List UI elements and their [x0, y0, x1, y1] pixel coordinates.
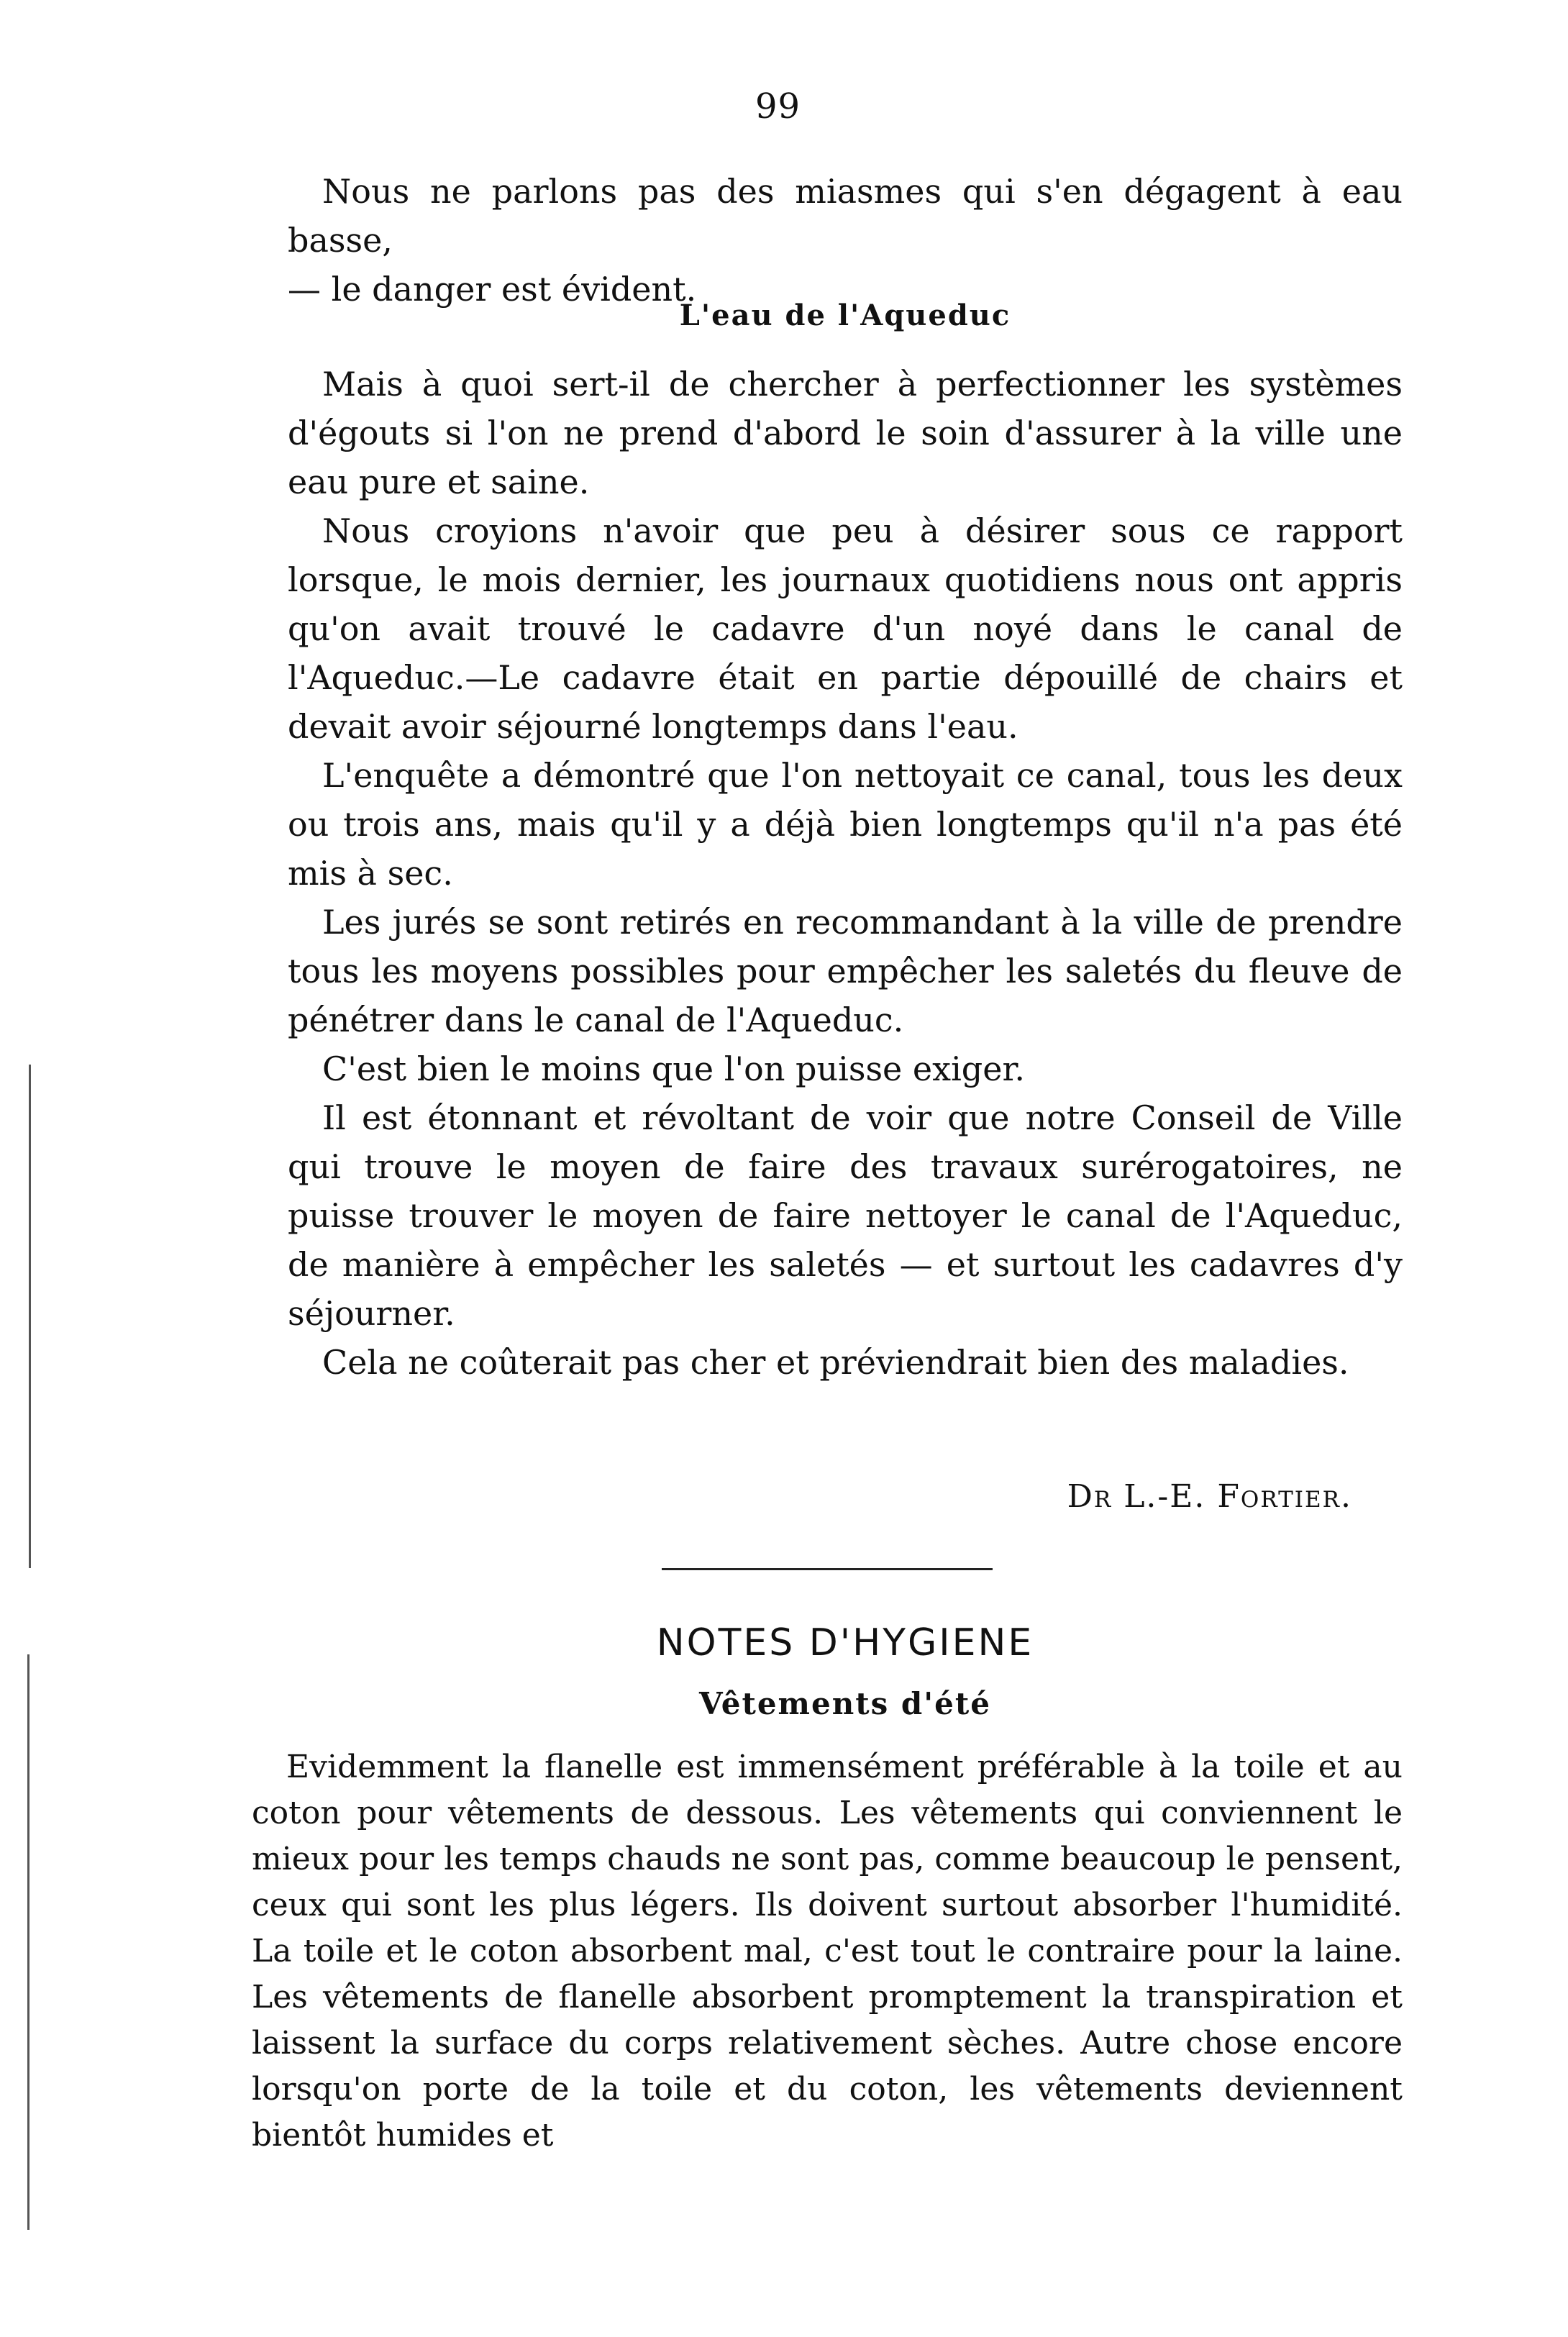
scan-margin-line	[27, 1654, 29, 2230]
opening-line-2: — le danger est évident.	[288, 270, 697, 309]
article-hygiene-body	[252, 1744, 1403, 2159]
paragraph: Cela ne coûterait pas cher et préviendrait bien des maladies.	[322, 1343, 1349, 1382]
opening-line-1: Nous ne parlons pas des miasmes qui s'en dégagent à eau basse,	[288, 172, 1403, 260]
paragraph: L'enquête a démontré que l'on nettoyait ce canal, tous les deux ou trois ans, mais qu'il y a déjà bien longtemps qu'il n'a pas été mis à sec.	[288, 756, 1403, 893]
article-heading: L'eau de l'Aqueduc	[679, 299, 1011, 332]
scan-margin-line	[29, 1065, 31, 1568]
article-subheading: Vêtements d'été	[698, 1686, 991, 1721]
paragraph: Il est étonnant et révoltant de voir que notre Conseil de Ville qui trouve le moyen de faire des travaux surérogatoires, ne puisse trouver le moyen de faire nettoyer le canal de l'Aqueduc, de manière à empêcher les saletés — et surtout les cadavres d'y séjourner.	[288, 1098, 1403, 1333]
paragraph: Nous croyions n'avoir que peu à désirer sous ce rapport lorsque, le mois dernier, les journaux quotidiens nous ont appris qu'on avait trouvé le cadavre d'un noyé dans le canal de l'Aqueduc.—Le cadavre était en partie dépouillé de chairs et devait avoir séjourné longtemps dans l'eau.	[288, 511, 1403, 746]
section-title: NOTES D'HYGIENE	[656, 1621, 1034, 1664]
paragraph: C'est bien le moins que l'on puisse exiger.	[322, 1049, 1026, 1088]
paragraph: Les jurés se sont retirés en recommandant à la ville de prendre tous les moyens possibles pour empêcher les saletés du fleuve de pénétrer dans le canal de l'Aqueduc.	[288, 903, 1403, 1039]
page-number: 99	[755, 86, 801, 127]
author-signature: Dr L.-E. Fortier.	[1067, 1478, 1352, 1515]
article-body	[288, 360, 1403, 1387]
paragraph: Mais à quoi sert-il de chercher à perfectionner les systèmes d'égouts si l'on ne prend d'abord le soin d'assurer à la ville une eau pure et saine.	[288, 365, 1403, 501]
paragraph: Evidemment la flanelle est immensément préférable à la toile et au coton pour vêtements de dessous. Les vêtements qui conviennent le mieux pour les temps chauds ne sont pas, comme beaucoup le pensent, ceux qui sont les plus légers. Ils doivent surtout absorber l'humidité. La toile et le coton absorbent mal, c'est tout le contraire pour la laine. Les vêtements de flanelle absorbent promptement la transpiration et laissent la surface du corps relativement sèches. Autre chose encore lorsqu'on porte de la toile et du coton, les vêtements deviennent bientôt humides et	[252, 1749, 1403, 2154]
section-divider	[662, 1568, 993, 1570]
